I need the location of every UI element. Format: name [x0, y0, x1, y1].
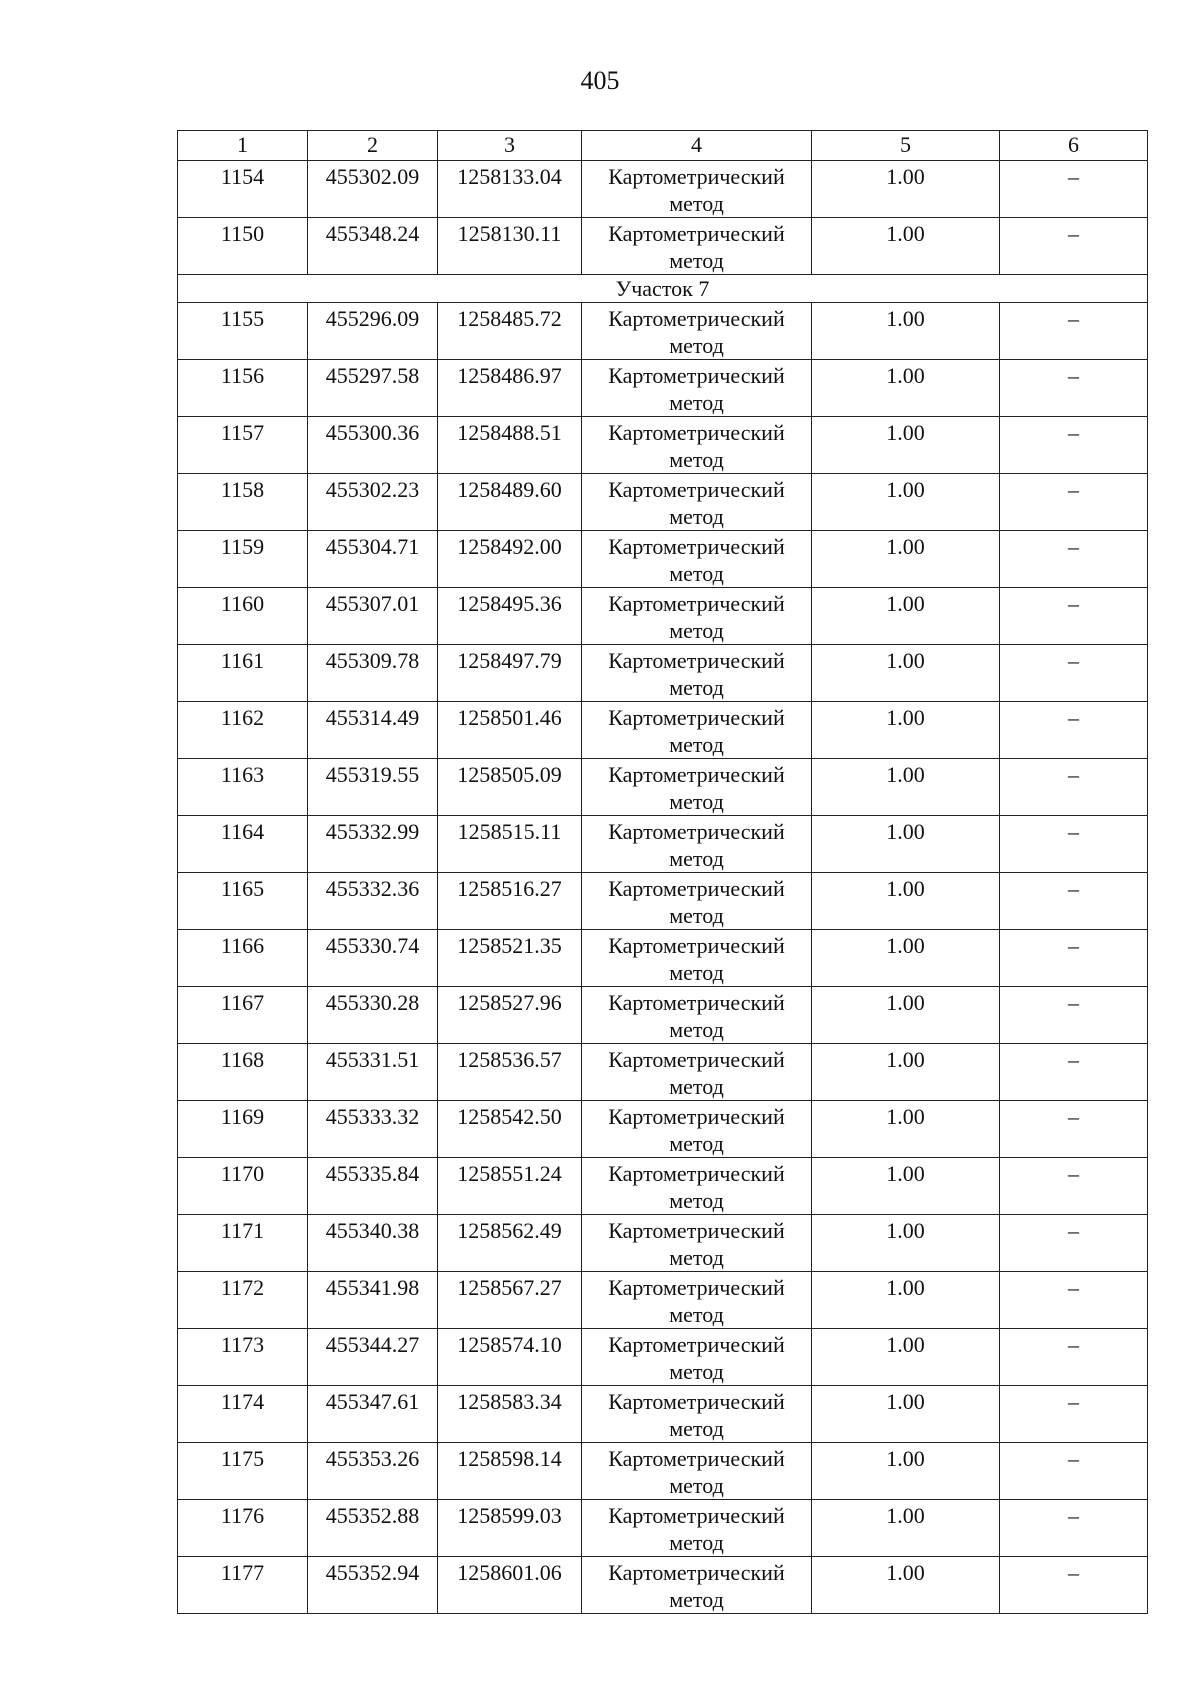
point-number-cell: 1167 [178, 987, 308, 1044]
table-row [178, 474, 1148, 531]
y-coordinate-cell: 1258521.35 [438, 930, 582, 987]
method-cell: Картометрический метод [582, 1158, 812, 1215]
column-header: 4 [582, 131, 812, 161]
method-cell: Картометрический метод [582, 417, 812, 474]
table-row [178, 1044, 1148, 1101]
table-row [178, 218, 1148, 275]
table-row [178, 1101, 1148, 1158]
method-cell: Картометрический метод [582, 1386, 812, 1443]
column-header: 1 [178, 131, 308, 161]
notes-cell: – [1000, 161, 1148, 218]
point-number-cell: 1159 [178, 531, 308, 588]
section-label: Участок 7 [178, 275, 1148, 303]
header-row [178, 131, 1148, 161]
notes-cell: – [1000, 1443, 1148, 1500]
notes-cell: – [1000, 588, 1148, 645]
accuracy-cell: 1.00 [812, 588, 1000, 645]
method-cell: Картометрический метод [582, 218, 812, 275]
x-coordinate-cell: 455348.24 [308, 218, 438, 275]
point-number-cell: 1174 [178, 1386, 308, 1443]
point-number-cell: 1160 [178, 588, 308, 645]
y-coordinate-cell: 1258583.34 [438, 1386, 582, 1443]
method-cell: Картометрический метод [582, 930, 812, 987]
y-coordinate-cell: 1258505.09 [438, 759, 582, 816]
table-row [178, 1557, 1148, 1614]
point-number-cell: 1177 [178, 1557, 308, 1614]
x-coordinate-cell: 455331.51 [308, 1044, 438, 1101]
notes-cell: – [1000, 930, 1148, 987]
notes-cell: – [1000, 531, 1148, 588]
point-number-cell: 1154 [178, 161, 308, 218]
x-coordinate-cell: 455297.58 [308, 360, 438, 417]
point-number-cell: 1150 [178, 218, 308, 275]
table-row [178, 759, 1148, 816]
accuracy-cell: 1.00 [812, 987, 1000, 1044]
x-coordinate-cell: 455332.99 [308, 816, 438, 873]
accuracy-cell: 1.00 [812, 303, 1000, 360]
point-number-cell: 1156 [178, 360, 308, 417]
method-cell: Картометрический метод [582, 303, 812, 360]
accuracy-cell: 1.00 [812, 1443, 1000, 1500]
x-coordinate-cell: 455302.23 [308, 474, 438, 531]
method-cell: Картометрический метод [582, 1101, 812, 1158]
method-cell: Картометрический метод [582, 759, 812, 816]
notes-cell: – [1000, 816, 1148, 873]
x-coordinate-cell: 455330.28 [308, 987, 438, 1044]
x-coordinate-cell: 455314.49 [308, 702, 438, 759]
table-row [178, 1158, 1148, 1215]
y-coordinate-cell: 1258516.27 [438, 873, 582, 930]
y-coordinate-cell: 1258527.96 [438, 987, 582, 1044]
method-cell: Картометрический метод [582, 987, 812, 1044]
accuracy-cell: 1.00 [812, 1329, 1000, 1386]
table-header [178, 131, 1148, 161]
notes-cell: – [1000, 1557, 1148, 1614]
accuracy-cell: 1.00 [812, 1215, 1000, 1272]
table-row [178, 360, 1148, 417]
x-coordinate-cell: 455352.94 [308, 1557, 438, 1614]
notes-cell: – [1000, 1044, 1148, 1101]
notes-cell: – [1000, 1329, 1148, 1386]
y-coordinate-cell: 1258562.49 [438, 1215, 582, 1272]
point-number-cell: 1166 [178, 930, 308, 987]
method-cell: Картометрический метод [582, 531, 812, 588]
point-number-cell: 1169 [178, 1101, 308, 1158]
accuracy-cell: 1.00 [812, 161, 1000, 218]
accuracy-cell: 1.00 [812, 930, 1000, 987]
y-coordinate-cell: 1258501.46 [438, 702, 582, 759]
x-coordinate-cell: 455344.27 [308, 1329, 438, 1386]
point-number-cell: 1165 [178, 873, 308, 930]
method-cell: Картометрический метод [582, 161, 812, 218]
x-coordinate-cell: 455296.09 [308, 303, 438, 360]
method-cell: Картометрический метод [582, 1272, 812, 1329]
x-coordinate-cell: 455307.01 [308, 588, 438, 645]
y-coordinate-cell: 1258551.24 [438, 1158, 582, 1215]
table-body [178, 161, 1148, 1614]
accuracy-cell: 1.00 [812, 816, 1000, 873]
point-number-cell: 1172 [178, 1272, 308, 1329]
notes-cell: – [1000, 1386, 1148, 1443]
y-coordinate-cell: 1258485.72 [438, 303, 582, 360]
accuracy-cell: 1.00 [812, 474, 1000, 531]
y-coordinate-cell: 1258598.14 [438, 1443, 582, 1500]
y-coordinate-cell: 1258492.00 [438, 531, 582, 588]
y-coordinate-cell: 1258599.03 [438, 1500, 582, 1557]
x-coordinate-cell: 455353.26 [308, 1443, 438, 1500]
table-row [178, 873, 1148, 930]
notes-cell: – [1000, 1158, 1148, 1215]
notes-cell: – [1000, 702, 1148, 759]
point-number-cell: 1171 [178, 1215, 308, 1272]
point-number-cell: 1158 [178, 474, 308, 531]
accuracy-cell: 1.00 [812, 1158, 1000, 1215]
notes-cell: – [1000, 759, 1148, 816]
accuracy-cell: 1.00 [812, 645, 1000, 702]
accuracy-cell: 1.00 [812, 1500, 1000, 1557]
point-number-cell: 1168 [178, 1044, 308, 1101]
y-coordinate-cell: 1258488.51 [438, 417, 582, 474]
method-cell: Картометрический метод [582, 1557, 812, 1614]
method-cell: Картометрический метод [582, 1329, 812, 1386]
notes-cell: – [1000, 417, 1148, 474]
accuracy-cell: 1.00 [812, 531, 1000, 588]
x-coordinate-cell: 455300.36 [308, 417, 438, 474]
coordinates-table [177, 130, 1148, 1614]
method-cell: Картометрический метод [582, 1443, 812, 1500]
method-cell: Картометрический метод [582, 474, 812, 531]
table-row [178, 1443, 1148, 1500]
page-number: 405 [580, 66, 620, 95]
notes-cell: – [1000, 1500, 1148, 1557]
y-coordinate-cell: 1258497.79 [438, 645, 582, 702]
accuracy-cell: 1.00 [812, 1557, 1000, 1614]
accuracy-cell: 1.00 [812, 1386, 1000, 1443]
method-cell: Картометрический метод [582, 645, 812, 702]
y-coordinate-cell: 1258489.60 [438, 474, 582, 531]
accuracy-cell: 1.00 [812, 1272, 1000, 1329]
y-coordinate-cell: 1258486.97 [438, 360, 582, 417]
y-coordinate-cell: 1258133.04 [438, 161, 582, 218]
table-row [178, 987, 1148, 1044]
x-coordinate-cell: 455330.74 [308, 930, 438, 987]
table-row [178, 1500, 1148, 1557]
notes-cell: – [1000, 1272, 1148, 1329]
point-number-cell: 1175 [178, 1443, 308, 1500]
point-number-cell: 1176 [178, 1500, 308, 1557]
x-coordinate-cell: 455340.38 [308, 1215, 438, 1272]
method-cell: Картометрический метод [582, 1215, 812, 1272]
table-row [178, 1272, 1148, 1329]
y-coordinate-cell: 1258542.50 [438, 1101, 582, 1158]
notes-cell: – [1000, 474, 1148, 531]
y-coordinate-cell: 1258574.10 [438, 1329, 582, 1386]
y-coordinate-cell: 1258601.06 [438, 1557, 582, 1614]
table-row [178, 531, 1148, 588]
section-row [178, 275, 1148, 303]
point-number-cell: 1162 [178, 702, 308, 759]
notes-cell: – [1000, 303, 1148, 360]
notes-cell: – [1000, 218, 1148, 275]
table-row [178, 588, 1148, 645]
notes-cell: – [1000, 1101, 1148, 1158]
y-coordinate-cell: 1258515.11 [438, 816, 582, 873]
point-number-cell: 1161 [178, 645, 308, 702]
table-row [178, 161, 1148, 218]
table-row [178, 1386, 1148, 1443]
point-number-cell: 1173 [178, 1329, 308, 1386]
table-row [178, 303, 1148, 360]
x-coordinate-cell: 455347.61 [308, 1386, 438, 1443]
y-coordinate-cell: 1258567.27 [438, 1272, 582, 1329]
accuracy-cell: 1.00 [812, 702, 1000, 759]
table-row [178, 816, 1148, 873]
table-row [178, 1329, 1148, 1386]
y-coordinate-cell: 1258536.57 [438, 1044, 582, 1101]
accuracy-cell: 1.00 [812, 218, 1000, 275]
accuracy-cell: 1.00 [812, 1044, 1000, 1101]
point-number-cell: 1170 [178, 1158, 308, 1215]
x-coordinate-cell: 455309.78 [308, 645, 438, 702]
column-header: 5 [812, 131, 1000, 161]
table-row [178, 645, 1148, 702]
column-header: 6 [1000, 131, 1148, 161]
method-cell: Картометрический метод [582, 816, 812, 873]
method-cell: Картометрический метод [582, 1500, 812, 1557]
accuracy-cell: 1.00 [812, 759, 1000, 816]
notes-cell: – [1000, 873, 1148, 930]
y-coordinate-cell: 1258130.11 [438, 218, 582, 275]
accuracy-cell: 1.00 [812, 873, 1000, 930]
method-cell: Картометрический метод [582, 1044, 812, 1101]
column-header: 3 [438, 131, 582, 161]
point-number-cell: 1157 [178, 417, 308, 474]
x-coordinate-cell: 455304.71 [308, 531, 438, 588]
notes-cell: – [1000, 645, 1148, 702]
point-number-cell: 1163 [178, 759, 308, 816]
method-cell: Картометрический метод [582, 873, 812, 930]
x-coordinate-cell: 455335.84 [308, 1158, 438, 1215]
method-cell: Картометрический метод [582, 588, 812, 645]
accuracy-cell: 1.00 [812, 1101, 1000, 1158]
y-coordinate-cell: 1258495.36 [438, 588, 582, 645]
x-coordinate-cell: 455319.55 [308, 759, 438, 816]
column-header: 2 [308, 131, 438, 161]
point-number-cell: 1164 [178, 816, 308, 873]
table-row [178, 1215, 1148, 1272]
accuracy-cell: 1.00 [812, 360, 1000, 417]
x-coordinate-cell: 455341.98 [308, 1272, 438, 1329]
accuracy-cell: 1.00 [812, 417, 1000, 474]
point-number-cell: 1155 [178, 303, 308, 360]
method-cell: Картометрический метод [582, 702, 812, 759]
table-row [178, 702, 1148, 759]
x-coordinate-cell: 455302.09 [308, 161, 438, 218]
method-cell: Картометрический метод [582, 360, 812, 417]
x-coordinate-cell: 455333.32 [308, 1101, 438, 1158]
table-row [178, 930, 1148, 987]
table-row [178, 417, 1148, 474]
x-coordinate-cell: 455332.36 [308, 873, 438, 930]
notes-cell: – [1000, 987, 1148, 1044]
notes-cell: – [1000, 1215, 1148, 1272]
x-coordinate-cell: 455352.88 [308, 1500, 438, 1557]
notes-cell: – [1000, 360, 1148, 417]
